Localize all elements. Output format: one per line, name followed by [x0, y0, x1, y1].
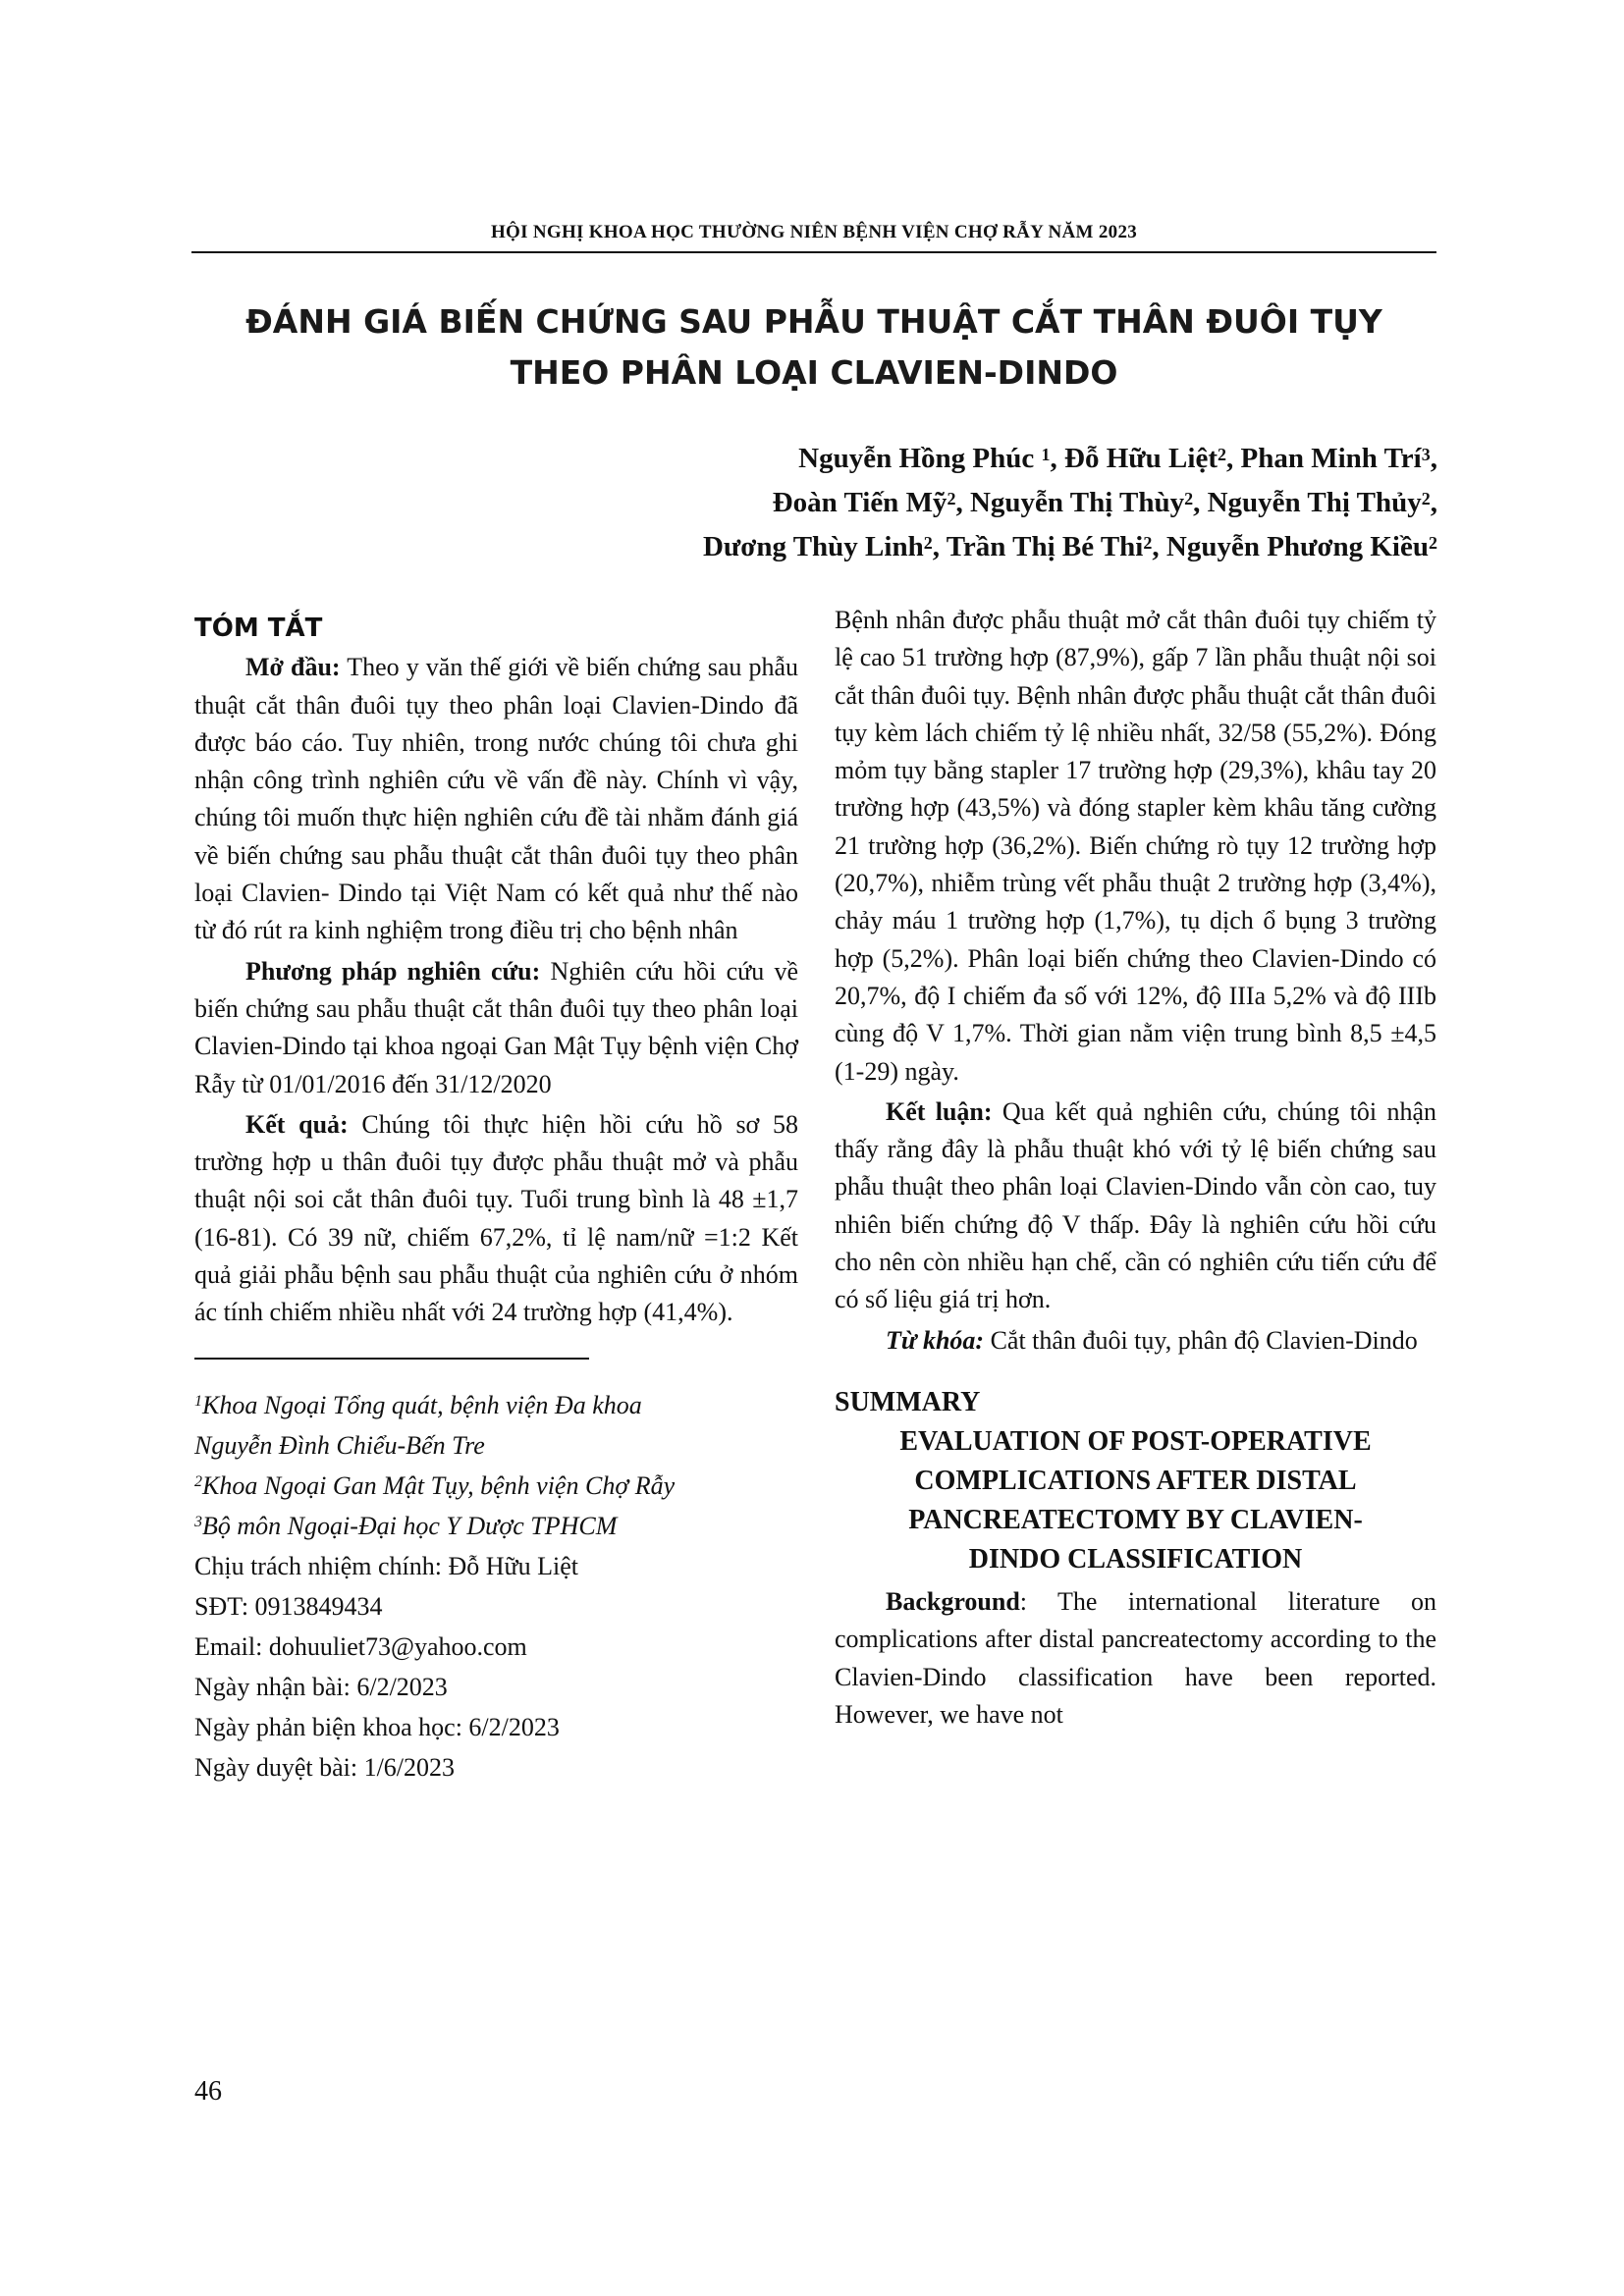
header-rule: [191, 251, 1436, 253]
title-line-2: THEO PHÂN LOẠI CLAVIEN-DINDO: [510, 353, 1118, 392]
intro-paragraph: [194, 649, 798, 949]
author-name: Đỗ Hữu Liệt: [1064, 443, 1218, 474]
author-separator: ,: [1225, 443, 1241, 474]
running-header: HỘI NGHỊ KHOA HỌC THƯỜNG NIÊN BỆNH VIỆN CHỢ RẪY NĂM 2023: [490, 222, 1138, 242]
affiliation-marker: 1: [194, 1392, 202, 1410]
author-affiliation: 2: [1143, 533, 1153, 553]
author-list: [703, 437, 1437, 569]
author-affiliation: 2: [1184, 489, 1194, 508]
methods-text: Nghiên cứu hồi cứu về biến chứng sau phẫu thuật cắt thân đuôi tụy theo phân loại Clavien-Dindo tại khoa ngoại Gan Mật Tụy bệnh viện Chợ Rẫy từ 01/01/2016 đến 31/12/2020: [194, 956, 798, 1098]
intro-text: Theo y văn thế giới về biến chứng sau phẫu thuật cắt thân đuôi tụy theo phân loại Clavien-Dindo đã được báo cáo. Tuy nhiên, trong nước chúng tôi chưa ghi nhận công trình nghiên cứu về vấn đề này. Chính vì vậy, chúng tôi muốn thực hiện nghiên cứu đề tài nhằm đánh giá về biến chứng sau phẫu thuật cắt thân đuôi tụy theo phân loại Clavien- Dindo tại Việt Nam có kết quả như thế nào từ đó rút ra kinh nghiệm trong điều trị cho bệnh nhân: [194, 653, 799, 945]
keywords-paragraph: [835, 1322, 1436, 1360]
author-name: Nguyễn Thị Thủy: [1207, 487, 1422, 518]
conclusion-paragraph: [835, 1094, 1436, 1319]
affiliation-marker: 2: [194, 1472, 202, 1490]
affiliation-marker: 3: [194, 1513, 202, 1530]
accepted-date: Ngày duyệt bài: 1/6/2023: [194, 1752, 456, 1782]
author-name: Nguyễn Hồng Phúc: [798, 443, 1042, 474]
author-separator: ,: [932, 531, 947, 562]
background-text: : The international literature on complications after distal pancreatectomy according to the Clavien-Dindo classification have been reported. However, we have not: [835, 1586, 1436, 1729]
affiliation-1: [194, 1385, 798, 1425]
summary-heading: SUMMARY: [835, 1386, 981, 1417]
author-line-3: [703, 525, 1437, 569]
results-label: Kết quả:: [245, 1109, 349, 1139]
author-separator: ,: [1152, 531, 1166, 562]
methods-label: Phương pháp nghiên cứu:: [245, 956, 541, 986]
author-separator: ,: [955, 487, 970, 518]
english-title-line: PANCREATECTOMY BY CLAVIEN-: [908, 1504, 1363, 1535]
author-separator: ,: [1430, 443, 1437, 474]
background-paragraph: [835, 1583, 1436, 1734]
english-title: [835, 1422, 1436, 1579]
author-name: Phan Minh Trí: [1240, 443, 1422, 474]
author-name: Nguyễn Thị Thùy: [969, 487, 1185, 518]
author-name: Đoàn Tiến Mỹ: [772, 487, 947, 518]
footnote-rule: [194, 1358, 589, 1360]
affiliation-1-cont: Nguyễn Đình Chiểu-Bến Tre: [194, 1430, 485, 1460]
affiliation-text: Khoa Ngoại Tổng quát, bệnh viện Đa khoa: [202, 1390, 642, 1419]
keywords-label: Từ khóa:: [886, 1325, 985, 1355]
phone-number: SĐT: 0913849434: [194, 1591, 383, 1621]
author-line-2: [703, 481, 1437, 525]
author-affiliation: 2: [947, 489, 956, 508]
left-column: [194, 602, 798, 1788]
author-name: Nguyễn Phương Kiều: [1165, 531, 1429, 562]
results-text: Chúng tôi thực hiện hồi cứu hồ sơ 58 trường hợp u thân đuôi tụy được phẫu thuật mở và phẫu thuật nội soi cắt thân đuôi tụy. Tuổi trung bình là 48 ±1,7 (16-81). Có 39 nữ, chiếm 67,2%, tỉ lệ nam/nữ =1:2 Kết quả giải phẫu bệnh sau phẫu thuật của nghiên cứu ở nhóm ác tính chiếm nhiều nhất với 24 trường hợp (41,4%).: [194, 1109, 798, 1327]
article-title: [191, 296, 1436, 399]
received-date: Ngày nhận bài: 6/2/2023: [194, 1672, 448, 1701]
author-line-1: [703, 437, 1437, 481]
author-separator: ,: [1430, 487, 1437, 518]
author-separator: ,: [1050, 443, 1065, 474]
affiliation-2: [194, 1466, 798, 1506]
author-separator: ,: [1193, 487, 1208, 518]
results-continued: Bệnh nhân được phẫu thuật mở cắt thân đuôi tụy chiếm tỷ lệ cao 51 trường hợp (87,9%), gấp 7 lần phẫu thuật nội soi cắt thân đuôi tụy. Bệnh nhân được phẫu thuật cắt thân đuôi tụy kèm lách chiếm tỷ lệ nhiều nhất, 32/58 (55,2%). Đóng mỏm tụy bằng stapler 17 trường hợp (29,3%), khâu tay 20 trường hợp (43,5%) và đóng stapler kèm khâu tăng cường 21 trường hợp (36,2%). Biến chứng rò tụy 12 trường hợp (20,7%), nhiễm trùng vết phẫu thuật 2 trường hợp (3,4%), chảy máu 1 trường hợp (1,7%), tụ dịch ổ bụng 3 trường hợp (5,2%). Phân loại biến chứng theo Clavien-Dindo có 20,7%, độ I chiếm đa số với 12%, độ IIIa 5,2% và độ IIIb cùng độ V 1,7%. Thời gian nằm viện trung bình 8,5 ±4,5 (1-29) ngày.: [835, 606, 1436, 1086]
email-address: Email: dohuuliet73@yahoo.com: [194, 1631, 527, 1661]
footnotes: [194, 1385, 798, 1788]
english-title-line: EVALUATION OF POST-OPERATIVE: [899, 1425, 1372, 1457]
author-affiliation: 2: [1217, 445, 1226, 464]
title-line-1: ĐÁNH GIÁ BIẾN CHỨNG SAU PHẪU THUẬT CẮT THÂN ĐUÔI TỤY: [245, 302, 1382, 341]
affiliation-text: Khoa Ngoại Gan Mật Tụy, bệnh viện Chợ Rẫy: [202, 1470, 676, 1500]
methods-paragraph: [194, 953, 798, 1103]
author-affiliation: 1: [1041, 445, 1051, 464]
author-name: Dương Thùy Linh: [702, 531, 924, 562]
page-number: 46: [194, 2076, 222, 2107]
author-affiliation: 3: [1421, 445, 1431, 464]
right-column: [835, 602, 1436, 1736]
keywords-text: Cắt thân đuôi tụy, phân độ Clavien-Dindo: [984, 1325, 1418, 1355]
review-date: Ngày phản biện khoa học: 6/2/2023: [194, 1712, 560, 1741]
author-affiliation: 2: [923, 533, 933, 553]
author-affiliation: 2: [1421, 489, 1431, 508]
conclusion-label: Kết luận:: [886, 1096, 993, 1126]
results-paragraph: [194, 1106, 798, 1332]
author-name: Trần Thị Bé Thi: [946, 531, 1144, 562]
conclusion-text: Qua kết quả nghiên cứu, chúng tôi nhận thấy rằng đây là phẫu thuật khó với tỷ lệ biến chứng sau phẫu thuật theo phân loại Clavien-Dindo vẫn còn cao, tuy nhiên biến chứng độ V thấp. Đây là nghiên cứu hồi cứu cho nên còn nhiều hạn chế, cần có nghiên cứu tiến cứu để có số liệu giá trị hơn.: [835, 1096, 1436, 1314]
background-label: Background: [886, 1586, 1020, 1616]
author-affiliation: 2: [1429, 533, 1437, 553]
affiliation-text: Bộ môn Ngoại-Đại học Y Dược TPHCM: [202, 1511, 618, 1540]
responsible-author: Chịu trách nhiệm chính: Đỗ Hữu Liệt: [194, 1551, 579, 1580]
affiliation-3: [194, 1506, 798, 1546]
abstract-heading: TÓM TẮT: [194, 614, 323, 643]
english-title-line: COMPLICATIONS AFTER DISTAL: [914, 1465, 1357, 1496]
intro-label: Mở đầu:: [245, 653, 341, 682]
english-title-line: DINDO CLASSIFICATION: [968, 1543, 1303, 1575]
